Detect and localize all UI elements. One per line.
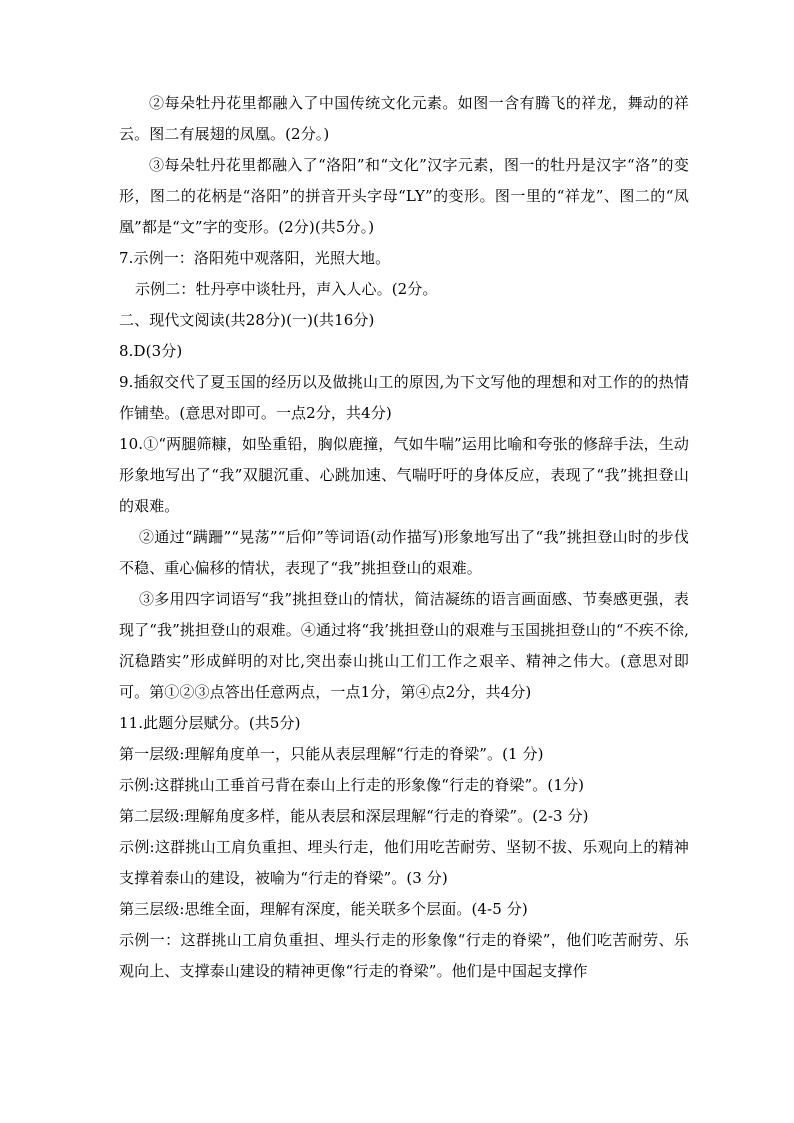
paragraph-10-point-1: 10.①“两腿筛糠，如坠重铅，胸似鹿撞，气如牛喘”运用比喻和夸张的修辞手法，生动形象地写出了“我”双腿沉重、心跳加速、气喘吁吁的身体反应，表现了“我”挑担登山的艰难。 [119, 435, 689, 515]
paragraph-7-example-1: 7.示例一：洛阳苑中观落阳，光照大地。 [119, 249, 391, 267]
paragraph-6-point-3: ③每朵牡丹花里都融入了“洛阳”和“文化”汉字元素，图一的牡丹是汉字“洛”的变形，图二的花柄是“洛阳”的拼音开头字母“LY”的变形。图一里的“祥龙”、图二的“凤凰”都是“文”字的变形。(2分)(共5分。) [119, 156, 689, 236]
paragraph-10-point-3-4: ③多用四字词语写“我”挑担登山的情状，简洁凝练的语言画面感、节奏感更强，表现了“我”挑担登山的艰难。④通过将“我’挑担登山的艰难与玉国挑担登山的“不疾不徐,沉稳踏实”形成鲜明的对比,突出泰山挑山工们工作之艰辛、精神之伟大。(意思对即可。第①②③点答出任意两点，一点1分，第④点2分，共4分) [119, 590, 689, 701]
paragraph-7-example-2: 示例二：牡丹亭中谈牡丹，声入人心。(2分。 [135, 280, 438, 298]
paragraph-11-level-1: 第一层级:理解角度单一，只能从表层理解“行走的脊梁”。(1 分) [119, 745, 544, 763]
section-heading-modern-reading: 二、现代文阅读(共28分)(一)(共16分) [119, 311, 375, 329]
paragraph-8-answer: 8.D(3分) [119, 342, 183, 360]
paragraph-11-level-3: 第三层级:思维全面，理解有深度，能关联多个层面。(4-5 分) [119, 900, 528, 918]
paragraph-11-level-3-example: 示例一：这群挑山工肩负重担、埋头行走的形象像“行走的脊梁”，他们吃苦耐劳、乐观向上、支撑泰山建设的精神更像“行走的脊梁”。他们是中国起支撑作 [119, 931, 689, 980]
paragraph-9-answer: 9.插叙交代了夏玉国的经历以及做挑山工的原因,为下文写他的理想和对工作的的热情作铺垫。(意思对即可。一点2分，共4分) [119, 373, 689, 422]
paragraph-11-intro: 11.此题分层赋分。(共5分) [119, 714, 301, 732]
paragraph-11-level-2-example: 示例:这群挑山工肩负重担、埋头行走，他们用吃苦耐劳、坚韧不拔、乐观向上的精神支撑着泰山的建设，被喻为“行走的脊梁”。(3 分) [119, 838, 689, 887]
paragraph-10-point-2: ②通过“蹒跚”“晃荡”“后仰”等词语(动作描写)形象地写出了“我”挑担登山时的步伐不稳、重心偏移的情状，表现了“我”挑担登山的艰难。 [119, 528, 689, 577]
answer-key-body [119, 88, 689, 987]
paragraph-11-level-1-example: 示例:这群挑山工垂首弓背在泰山上行走的形象像“行走的脊梁”。(1分) [119, 776, 585, 794]
paragraph-6-point-2: ②每朵牡丹花里都融入了中国传统文化元素。如图一含有腾飞的祥龙，舞动的祥云。图二有展翅的凤凰。(2分。) [119, 94, 689, 143]
paragraph-11-level-2: 第二层级:理解角度多样，能从表层和深层理解“行走的脊梁”。(2-3 分) [119, 807, 589, 825]
